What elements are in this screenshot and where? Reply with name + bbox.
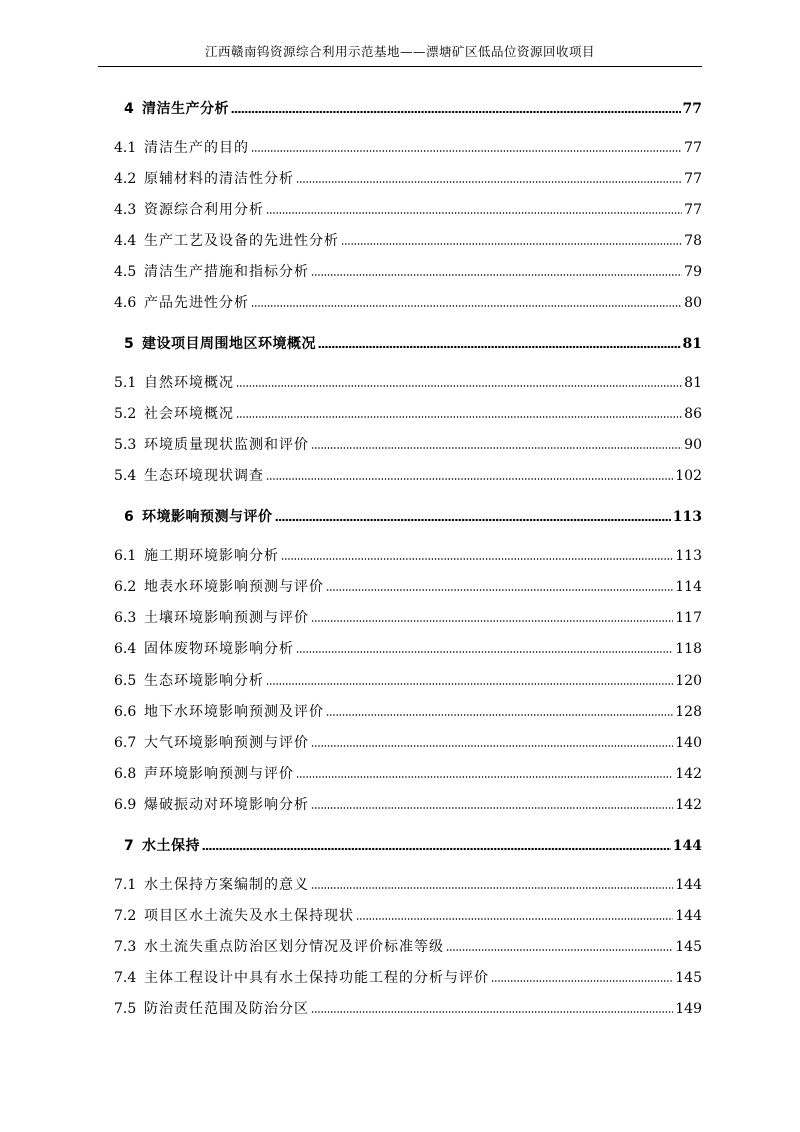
dot-leader (251, 304, 682, 308)
toc-section-7-2[interactable] (114, 905, 702, 925)
toc-page: 86 (684, 406, 702, 422)
toc-title: 水土保持方案编制的意义 (144, 877, 309, 893)
toc-section-6-7[interactable] (114, 732, 702, 752)
toc-section-4-4[interactable] (114, 230, 702, 250)
toc-page: 113 (675, 548, 702, 564)
toc-title: 地表水环境影响预测与评价 (144, 579, 324, 595)
toc-title: 自然环境概况 (144, 375, 234, 391)
toc-section-6-5[interactable] (114, 670, 702, 690)
toc-page: 118 (675, 641, 702, 657)
dot-leader (296, 180, 682, 184)
dot-leader (202, 847, 671, 851)
toc-num: 4.4 (114, 233, 137, 249)
dot-leader (296, 775, 673, 779)
toc-title: 声环境影响预测与评价 (144, 766, 294, 782)
toc-title: 清洁生产的目的 (144, 140, 249, 156)
toc-title: 施工期环境影响分析 (144, 548, 279, 564)
toc-num: 7.1 (114, 877, 137, 893)
toc-num: 5.1 (114, 375, 137, 391)
toc-num: 6.8 (114, 766, 137, 782)
toc-num: 6.1 (114, 548, 137, 564)
toc-page: 140 (675, 735, 702, 751)
toc-num: 5.4 (114, 468, 137, 484)
toc-title: 地下水环境影响预测及评价 (144, 704, 324, 720)
toc-num: 4.6 (114, 295, 137, 311)
toc-num: 4.1 (114, 140, 137, 156)
toc-title: 固体废物环境影响分析 (144, 641, 294, 657)
toc-page: 79 (684, 264, 702, 280)
toc-page: 145 (675, 939, 702, 955)
toc-title: 社会环境概况 (144, 406, 234, 422)
dot-leader (311, 1010, 673, 1014)
toc-title: 大气环境影响预测与评价 (144, 735, 309, 751)
toc-title: 建设项目周围地区环境概况 (142, 336, 316, 352)
toc-section-5-3[interactable] (114, 434, 702, 454)
toc-section-4-3[interactable] (114, 199, 702, 219)
toc-num: 6.9 (114, 797, 137, 813)
toc-section-4-5[interactable] (114, 261, 702, 281)
toc-page: 120 (675, 673, 702, 689)
toc-section-6-6[interactable] (114, 701, 702, 721)
toc-page: 80 (684, 295, 702, 311)
dot-leader (341, 242, 682, 246)
toc-page: 81 (684, 375, 702, 391)
dot-leader (311, 619, 673, 623)
toc-page: 145 (675, 970, 702, 986)
toc-page: 128 (675, 704, 702, 720)
dot-leader (446, 948, 673, 952)
toc-section-7-3[interactable] (114, 936, 702, 956)
toc-page: 144 (672, 838, 702, 854)
toc-title: 水土流失重点防治区划分情况及评价标准等级 (144, 939, 444, 955)
toc-title: 防治责任范围及防治分区 (144, 1001, 309, 1017)
toc-chapter-5[interactable] (124, 333, 702, 353)
toc-page: 142 (675, 766, 702, 782)
toc-num: 7.5 (114, 1001, 137, 1017)
toc-page: 77 (682, 101, 702, 117)
toc-page: 81 (682, 336, 702, 352)
toc-num: 6.5 (114, 673, 137, 689)
toc-title: 资源综合利用分析 (144, 202, 264, 218)
header-title: 江西赣南钨资源综合利用示范基地——漂塘矿区低品位资源回收项目 (204, 44, 595, 59)
toc-section-7-1[interactable] (114, 874, 702, 894)
toc-section-6-4[interactable] (114, 638, 702, 658)
toc-num: 5.2 (114, 406, 137, 422)
toc-section-4-6[interactable] (114, 292, 702, 312)
toc-page: 90 (684, 437, 702, 453)
toc-title: 生产工艺及设备的先进性分析 (144, 233, 339, 249)
toc-title: 土壤环境影响预测与评价 (144, 610, 309, 626)
dot-leader (326, 713, 673, 717)
dot-leader (491, 979, 673, 983)
toc-title: 爆破振动对环境影响分析 (144, 797, 309, 813)
toc-num: 6.2 (114, 579, 137, 595)
toc-num: 4.2 (114, 171, 137, 187)
toc-page: 102 (675, 468, 702, 484)
toc-num: 6.3 (114, 610, 137, 626)
toc-page: 142 (675, 797, 702, 813)
toc-title: 生态环境影响分析 (144, 673, 264, 689)
toc-section-6-9[interactable] (114, 794, 702, 814)
toc-num: 6.4 (114, 641, 137, 657)
dot-leader (318, 345, 681, 349)
toc-section-4-2[interactable] (114, 168, 702, 188)
toc-section-5-4[interactable] (114, 465, 702, 485)
toc-num: 6.7 (114, 735, 137, 751)
toc-page: 77 (684, 202, 702, 218)
dot-leader (275, 518, 671, 522)
toc-title: 水土保持 (142, 838, 200, 854)
toc-section-6-3[interactable] (114, 607, 702, 627)
dot-leader (296, 650, 673, 654)
toc-chapter-6[interactable] (124, 506, 702, 526)
toc-section-6-1[interactable] (114, 545, 702, 565)
toc-num: 4.5 (114, 264, 137, 280)
dot-leader (236, 384, 682, 388)
toc-num: 5 (124, 336, 134, 352)
toc-page: 144 (675, 908, 702, 924)
toc-num: 6.6 (114, 704, 137, 720)
toc-page: 114 (675, 579, 702, 595)
toc-chapter-4[interactable] (124, 98, 702, 118)
toc-page: 149 (675, 1001, 702, 1017)
toc-section-4-1[interactable] (114, 137, 702, 157)
toc-section-6-8[interactable] (114, 763, 702, 783)
toc-num: 7.4 (114, 970, 137, 986)
toc-title: 产品先进性分析 (144, 295, 249, 311)
toc-num: 5.3 (114, 437, 137, 453)
toc-page: 77 (684, 140, 702, 156)
toc-title: 环境质量现状监测和评价 (144, 437, 309, 453)
toc-num: 4.3 (114, 202, 137, 218)
toc-title: 生态环境现状调查 (144, 468, 264, 484)
toc-title: 环境影响预测与评价 (142, 509, 273, 525)
toc-title: 清洁生产措施和指标分析 (144, 264, 309, 280)
dot-leader (356, 917, 673, 921)
toc-section-6-2[interactable] (114, 576, 702, 596)
toc-chapter-7[interactable] (124, 835, 702, 855)
toc-page: 77 (684, 171, 702, 187)
toc-page: 78 (684, 233, 702, 249)
dot-leader (231, 110, 681, 114)
toc-section-7-4[interactable] (114, 967, 702, 987)
dot-leader (326, 588, 673, 592)
dot-leader (266, 682, 673, 686)
dot-leader (311, 446, 682, 450)
toc-num: 7 (124, 838, 134, 854)
toc-num: 6 (124, 509, 134, 525)
toc-title: 原辅材料的清洁性分析 (144, 171, 294, 187)
dot-leader (281, 557, 673, 561)
dot-leader (311, 806, 673, 810)
dot-leader (311, 744, 673, 748)
dot-leader (236, 415, 682, 419)
toc-section-5-1[interactable] (114, 372, 702, 392)
toc-title: 主体工程设计中具有水土保持功能工程的分析与评价 (144, 970, 489, 986)
dot-leader (311, 273, 682, 277)
dot-leader (266, 211, 682, 215)
toc-num: 7.2 (114, 908, 137, 924)
toc-page: 113 (672, 509, 702, 525)
toc-section-7-5[interactable] (114, 998, 702, 1018)
toc-num: 4 (124, 101, 134, 117)
dot-leader (311, 886, 673, 890)
dot-leader (251, 149, 682, 153)
toc-num: 7.3 (114, 939, 137, 955)
page-header (98, 44, 702, 67)
toc-page: 144 (675, 877, 702, 893)
toc-title: 清洁生产分析 (142, 101, 229, 117)
toc-title: 项目区水土流失及水土保持现状 (144, 908, 354, 924)
toc-page: 117 (675, 610, 702, 626)
dot-leader (266, 477, 673, 481)
toc-section-5-2[interactable] (114, 403, 702, 423)
